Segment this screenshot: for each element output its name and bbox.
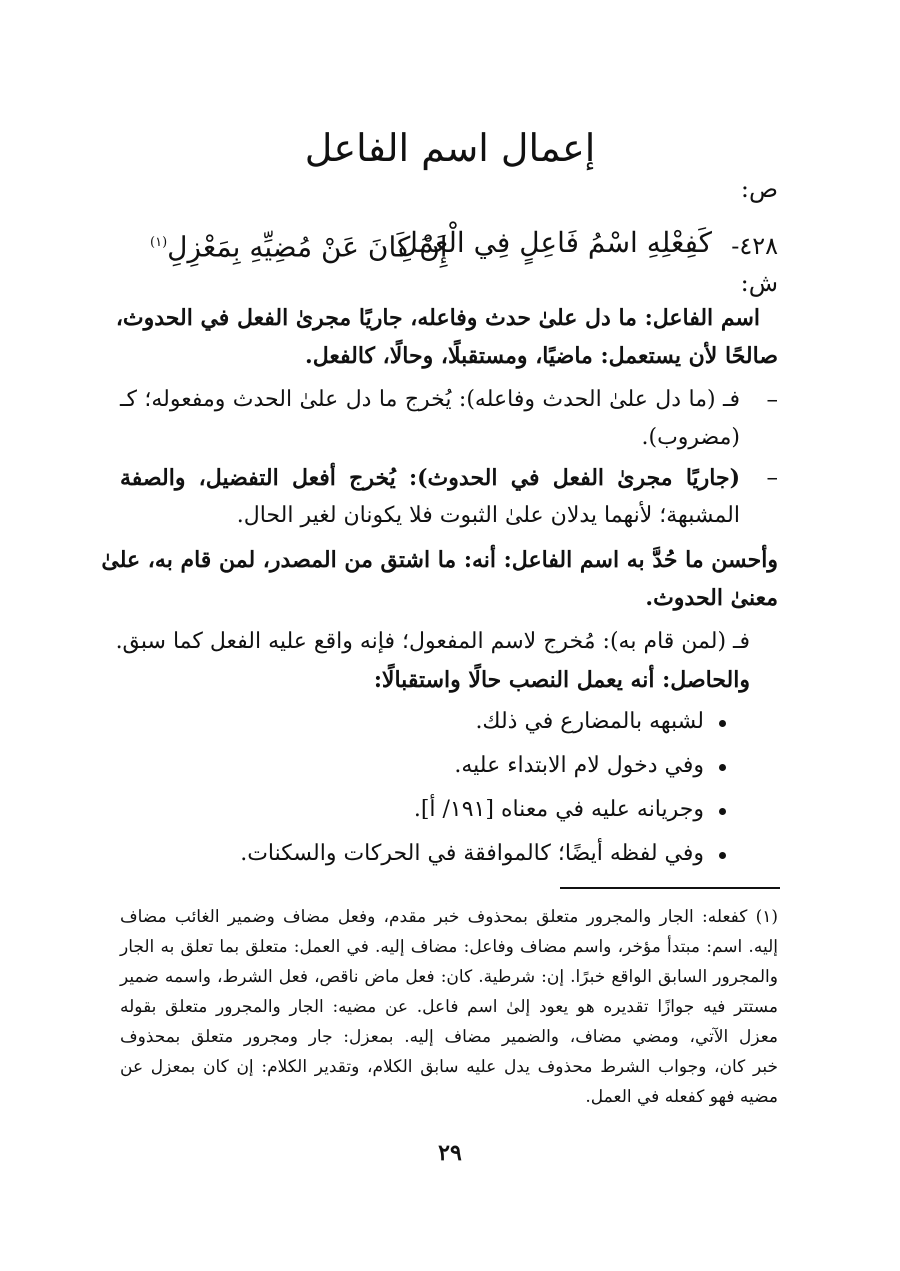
footnote-line-5: معزل الآتي، ومضي مضاف، والضمير مضاف إليه. بمعزل: جار ومجرور متعلق بمحذوف	[120, 1027, 778, 1047]
best-definition-line-1: وأحسن ما حُدَّ به اسم الفاعل: أنه: ما اشتق من المصدر، لمن قام به، علىٰ	[101, 547, 778, 573]
footnote-line-7: مضيه فهو كفعله في العمل.	[585, 1087, 778, 1107]
dash-2: –	[766, 465, 778, 491]
footnote-line-3: والمجرور السابق الواقع خبرًا. إن: شرطية. كان: فعل ماض ناقص، فعل الشرط، واسمه ضمير	[120, 967, 778, 987]
verse-number: ٤٢٨-	[731, 232, 778, 260]
footnote-ref: (١)	[150, 235, 168, 250]
bullet-1: لشبهه بالمضارع في ذلك.	[475, 709, 704, 734]
conclusion-line: والحاصل: أنه يعمل النصب حالًا واستقبالًا:	[373, 667, 750, 693]
page-title: إعمال اسم الفاعل	[304, 126, 596, 170]
verse-hemistich-2	[150, 220, 448, 270]
verse-part-1: كَفِعْلِهِ اسْمُ فَاعِلٍ فِي الْعَمَلِ	[397, 226, 712, 259]
bullet-4: وفي لفظه أيضًا؛ كالموافقة في الحركات والسكنات.	[240, 841, 704, 866]
point-2-line-2: المشبهة؛ لأنهما يدلان علىٰ الثبوت فلا يكونان لغير الحال.	[236, 503, 740, 528]
footnote-line-4: مستتر فيه جوازًا تقديره هو يعود إلىٰ اسم فاعل. عن مضيه: الجار والمجرور متعلق بقوله	[120, 997, 778, 1017]
footnote-line-2: إليه. اسم: مبتدأ مؤخر، واسم مضاف وفاعل: مضاف إليه. في العمل: متعلق بما تعلق به الجار	[120, 937, 778, 957]
footnote-separator	[560, 887, 780, 889]
point-1-line-1	[120, 382, 740, 418]
point-1-line-2: (مضروب).	[641, 425, 740, 450]
definition-line-1: اسم الفاعل: ما دل علىٰ حدث وفاعله، جاريًا مجرىٰ الفعل في الحدوث،	[115, 305, 760, 331]
bullet-3: وجريانه عليه في معناه [١٩١/ أ].	[413, 797, 704, 822]
bullet-dot-1	[719, 720, 726, 727]
bullet-dot-2	[719, 764, 726, 771]
dash-1: –	[766, 387, 778, 413]
footnote-line-1: (١) كفعله: الجار والمجرور متعلق بمحذوف خبر مقدم، وفعل مضاف وضمير الغائب مضاف	[120, 907, 778, 927]
best-definition-line-2: معنىٰ الحدوث.	[645, 585, 778, 611]
footnote-line-6: خبر كان، وجواب الشرط محذوف يدل عليه سابق الكلام، وتقدير الكلام: إن كان بمعزل عن	[120, 1057, 778, 1077]
point-2-line-1: (جاريًا مجرىٰ الفعل في الحدوث): يُخرج أفعل التفضيل، والصفة	[120, 465, 740, 491]
bullet-2: وفي دخول لام الابتداء عليه.	[454, 753, 704, 778]
definition-line-2: صالحًا لأن يستعمل: ماضيًا، ومستقبلًا، وحالًا، كالفعل.	[305, 343, 778, 369]
bullet-dot-3	[719, 808, 726, 815]
verse-part-2: إِنْ كَانَ عَنْ مُضِيِّهِ بِمَعْزِلِ	[167, 230, 448, 264]
page-number: ٢٩	[438, 1140, 462, 1166]
point-1-text: فـ (ما دل علىٰ الحدث وفاعله): يُخرج ما دل علىٰ الحدث ومفعوله؛ كـ	[120, 387, 740, 412]
sad-label: ص:	[740, 175, 778, 203]
shin-label: ش:	[740, 269, 778, 297]
note-line: فـ (لمن قام به): مُخرج لاسم المفعول؛ فإنه واقع عليه الفعل كما سبق.	[115, 629, 750, 654]
bullet-dot-4	[719, 852, 726, 859]
